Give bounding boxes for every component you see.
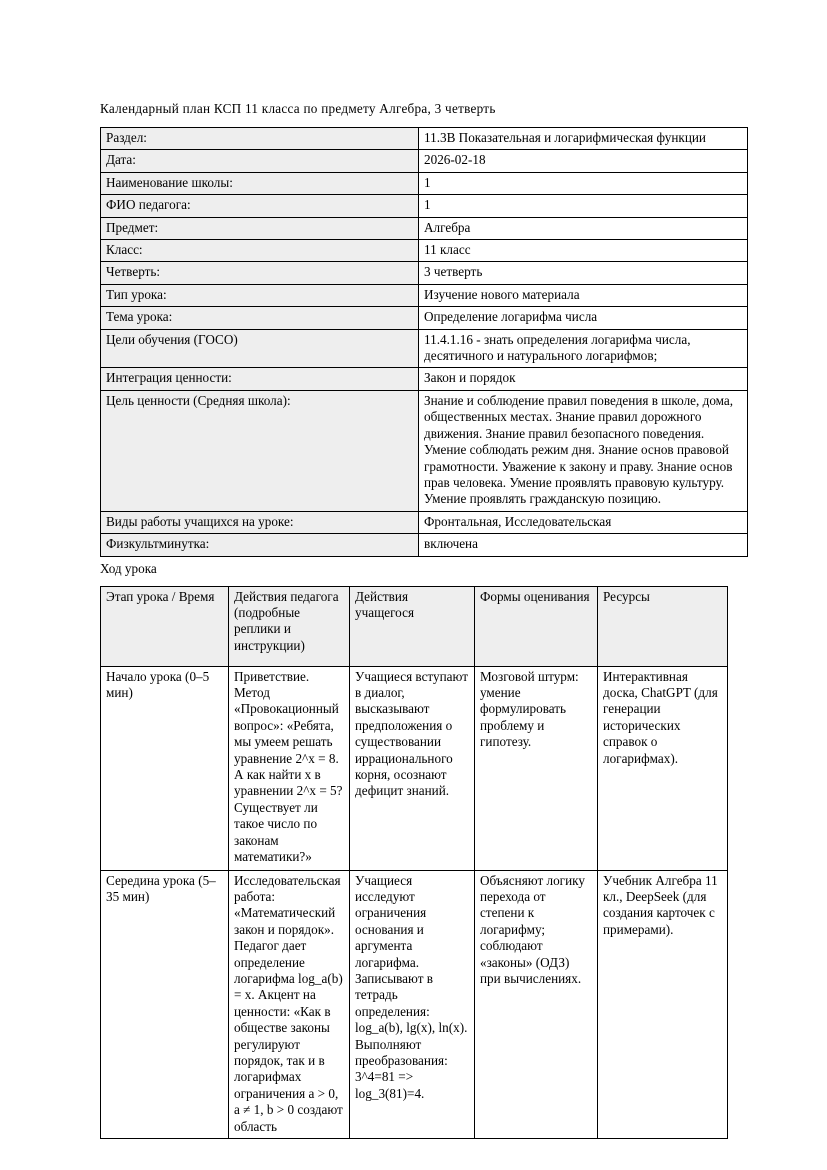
info-value: 3 четверть: [419, 262, 748, 284]
cell-resources: Учебник Алгебра 11 кл., DeepSeek (для создания карточек с примерами).: [598, 870, 728, 1139]
info-value: Закон и порядок: [419, 368, 748, 390]
info-value: Изучение нового материала: [419, 284, 748, 306]
table-row: [101, 217, 748, 239]
info-label: Цели обучения (ГОСО): [101, 329, 419, 368]
info-label: Интеграция ценности:: [101, 368, 419, 390]
table-header-row: [101, 586, 728, 666]
column-header-resources: Ресурсы: [598, 586, 728, 666]
cell-stage: Середина урока (5–35 мин): [101, 870, 229, 1139]
lesson-flow-heading: Ход урока: [100, 560, 157, 576]
cell-teacher-actions: Приветствие. Метод «Провокационный вопрос»: «Ребята, мы умеем решать уравнение 2^x = 8. А как найти x в уравнении 2^x = 5? Существует ли такое число по законам математики?»: [229, 666, 350, 870]
table-row: [101, 172, 748, 194]
table-row: [101, 368, 748, 390]
table-row: [101, 150, 748, 172]
column-header-teacher-actions: Действия педагога (подробные реплики и инструкции): [229, 586, 350, 666]
info-value: Знание и соблюдение правил поведения в школе, дома, общественных местах. Знание правил дорожного движения. Знание правил безопасного поведения. Умение соблюдать режим дня. Знание основ правовой грамотности. Уважение к закону и праву. Знание основ прав человека. Умение проявлять правовую культуру. Умение проявлять гражданскую позицию.: [419, 390, 748, 511]
cell-student-actions: Учащиеся вступают в диалог, высказывают предположения о существовании иррационального корня, осознают дефицит знаний.: [350, 666, 475, 870]
info-label: Тип урока:: [101, 284, 419, 306]
info-value: 2026-02-18: [419, 150, 748, 172]
column-header-stage: Этап урока / Время: [101, 586, 229, 666]
info-value: Алгебра: [419, 217, 748, 239]
table-row: [101, 511, 748, 533]
info-label: Класс:: [101, 240, 419, 262]
lesson-info-table: [100, 127, 748, 557]
info-label: Четверть:: [101, 262, 419, 284]
info-label: ФИО педагога:: [101, 195, 419, 217]
info-label: Наименование школы:: [101, 172, 419, 194]
table-row: [101, 128, 748, 150]
page-title: Календарный план КСП 11 класса по предмету Алгебра, 3 четверть: [100, 101, 496, 116]
cell-teacher-actions: Исследовательская работа: «Математический закон и порядок». Педагог дает определение логарифма log_a(b) = x. Акцент на ценности: «Как в обществе законы регулируют порядок, так и в логарифмах ограничения a > 0, a ≠ 1, b > 0 создают область: [229, 870, 350, 1139]
table-row: [101, 195, 748, 217]
cell-student-actions: Учащиеся исследуют ограничения основания и аргумента логарифма. Записывают в тетрадь определения: log_a(b), lg(x), ln(x). Выполняют преобразования: 3^4=81 => log_3(81)=4.: [350, 870, 475, 1139]
info-value: Определение логарифма числа: [419, 307, 748, 329]
info-label: Дата:: [101, 150, 419, 172]
info-value: 11.3В Показательная и логарифмическая функции: [419, 128, 748, 150]
lesson-flow-table: [100, 586, 728, 1140]
info-label: Тема урока:: [101, 307, 419, 329]
info-value: 11 класс: [419, 240, 748, 262]
info-label: Виды работы учащихся на уроке:: [101, 511, 419, 533]
column-header-assessment-forms: Формы оценивания: [475, 586, 598, 666]
cell-stage: Начало урока (0–5 мин): [101, 666, 229, 870]
table-row: [101, 240, 748, 262]
cell-assessment: Объясняют логику перехода от степени к логарифму; соблюдают «законы» (ОДЗ) при вычислениях.: [475, 870, 598, 1139]
info-label: Предмет:: [101, 217, 419, 239]
table-row: [101, 870, 728, 1139]
table-row: [101, 329, 748, 368]
cell-resources: Интерактивная доска, ChatGPT (для генерации исторических справок о логарифмах).: [598, 666, 728, 870]
table-row: [101, 534, 748, 556]
table-row: [101, 262, 748, 284]
table-row: [101, 666, 728, 870]
info-label: Цель ценности (Средняя школа):: [101, 390, 419, 511]
cell-assessment: Мозговой штурм: умение формулировать проблему и гипотезу.: [475, 666, 598, 870]
info-label: Физкультминутка:: [101, 534, 419, 556]
info-value: 1: [419, 195, 748, 217]
info-value: 11.4.1.16 - знать определения логарифма числа, десятичного и натурального логарифмов;: [419, 329, 748, 368]
info-label: Раздел:: [101, 128, 419, 150]
table-row: [101, 284, 748, 306]
lesson-flow-body: [101, 666, 728, 1139]
table-row: [101, 390, 748, 511]
column-header-student-actions: Действия учащегося: [350, 586, 475, 666]
info-value: включена: [419, 534, 748, 556]
info-value: Фронтальная, Исследовательская: [419, 511, 748, 533]
table-row: [101, 307, 748, 329]
info-value: 1: [419, 172, 748, 194]
lesson-info-body: [101, 128, 748, 557]
lesson-flow-header: [101, 586, 728, 666]
